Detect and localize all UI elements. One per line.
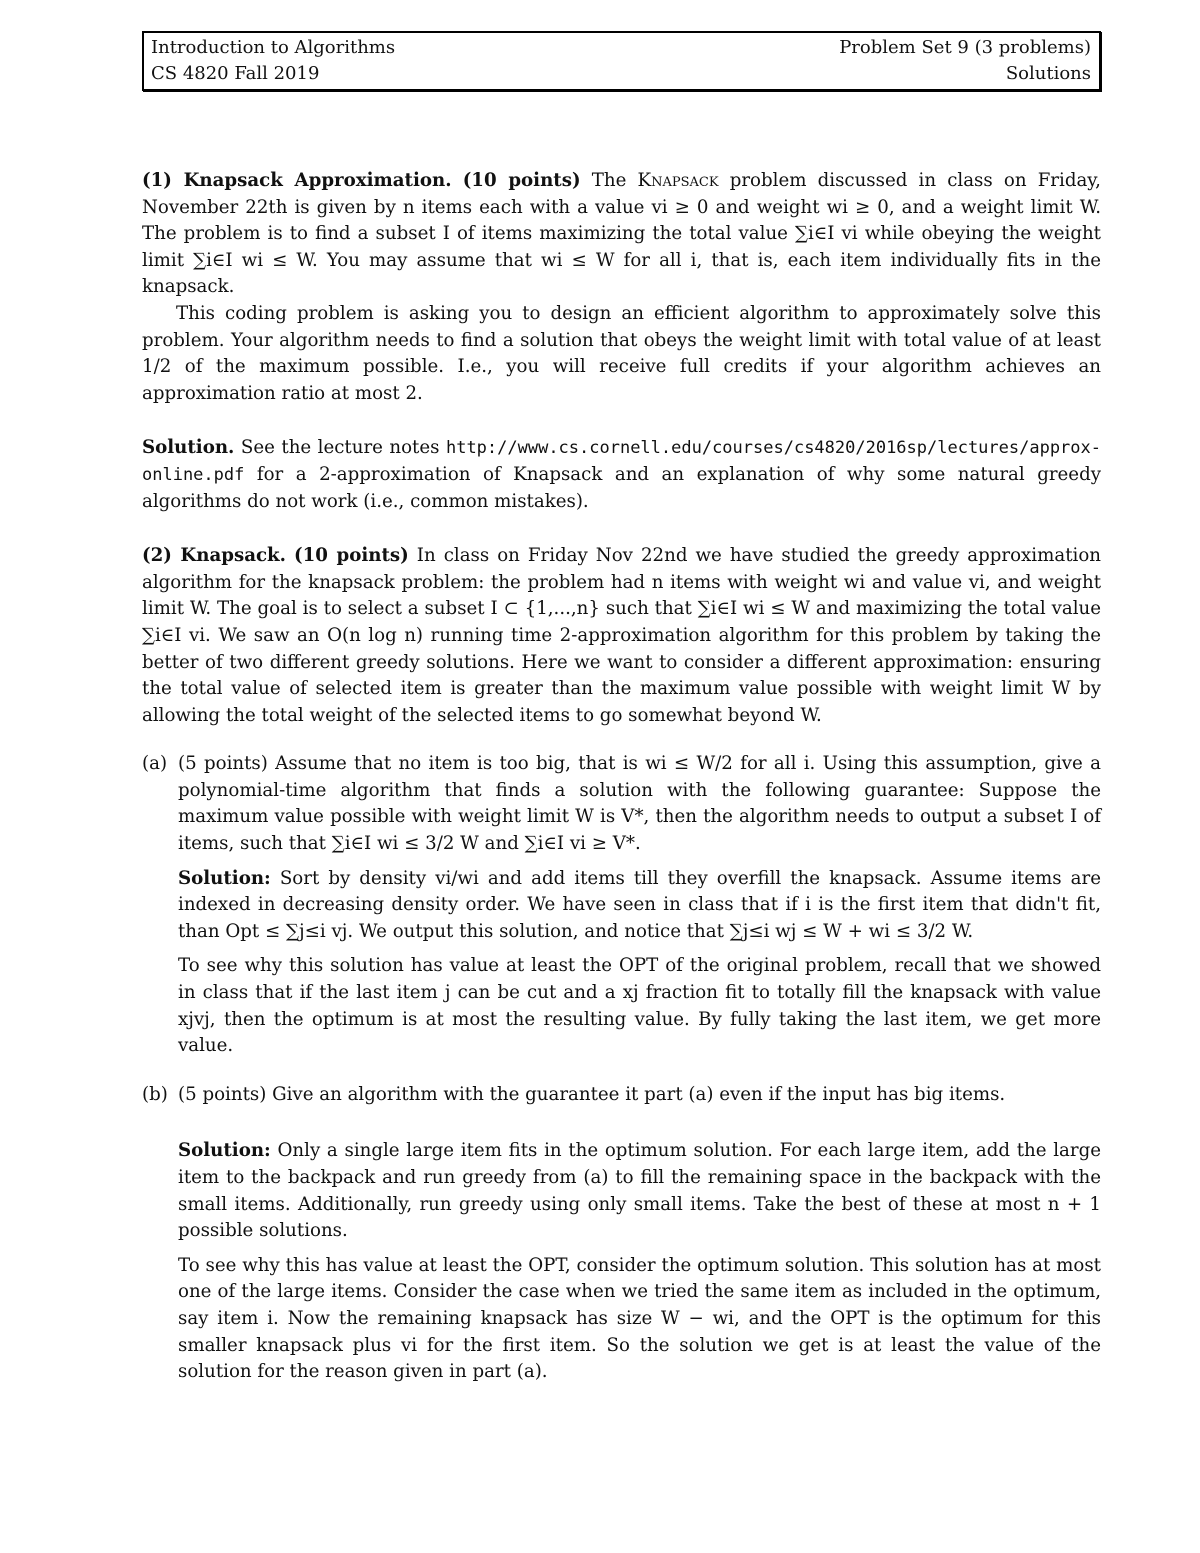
course-title: Introduction to Algorithms (151, 37, 396, 58)
header-row-2 (151, 63, 1091, 85)
doc-type: Solutions (1005, 63, 1091, 84)
problem-1-statement (142, 168, 1101, 301)
part-a-label: (a) (142, 753, 168, 775)
problem-1-points: (10 points) (462, 170, 581, 191)
problem-2-statement (142, 543, 1101, 729)
document-body (142, 168, 1101, 1386)
part-a-solution (178, 866, 1101, 946)
part-a-question: (5 points) Assume that no item is too big, that is wi ≤ W/2 for all i. Using this assumption, give a polynomial-time algorithm that finds a solution with the following guarantee: Suppose the maximum value possible with weight limit W is V*, then the algorithm needs to output a subset I of items, such that ∑i∈I wi ≤ 3/2 W and ∑i∈I vi ≥ V*. (178, 753, 1101, 855)
course-term: CS 4820 Fall 2019 (151, 63, 320, 84)
problem-set-title: Problem Set 9 (3 problems) (839, 37, 1091, 58)
problem-1-intro: problem discussed in class on Friday, November 22th is given by n items each with a value vi ≥ 0 and weight wi ≥ 0, and a weight limit W. The problem is to find a subset I of items maximizing the total value ∑i∈I vi while obeying the weight limit ∑i∈I wi ≤ W. You may assume that wi ≤ W for all i, that is, each item individually fits in the knapsack. (142, 170, 1101, 298)
part-b-solution-label: Solution: (178, 1140, 271, 1162)
problem-2-label: (2) Knapsack. (142, 545, 286, 567)
problem-1-label: (1) Knapsack Approximation. (142, 170, 452, 191)
part-a-solution-p2: To see why this solution has value at least the OPT of the original problem, recall that we showed in class that if the last item j can be cut and a xj fraction fit to totally fill the knapsack with value xjvj, then the optimum is at most the resulting value. By fully taking the last item, we get more value. (178, 955, 1101, 1057)
lecture-notes-link[interactable]: http://www.cs.cornell.edu/courses/cs4820/2016sp/lectures/approx-online.pdf (142, 438, 1101, 485)
part-b-label: (b) (142, 1083, 168, 1105)
part-b-solution (178, 1138, 1101, 1244)
header-box (142, 31, 1101, 91)
problem-2-intro: In class on Friday Nov 22nd we have studied the greedy approximation algorithm for the knapsack problem: the problem had n items with weight wi and value vi, and weight limit W. The goal is to select a subset I ⊂ {1,...,n} such that ∑i∈I wi ≤ W and maximizing the total value ∑i∈I vi. We saw an O(n log n) running time 2-approximation algorithm for this problem by taking the better of two different greedy solutions. Here we want to consider a different approximation: ensuring the total value of selected item is greater than the maximum value possible with weight limit W by allowing the total weight of the selected items to go somewhat beyond W. (142, 545, 1101, 726)
problem-1-solution (142, 435, 1101, 515)
part-a (142, 751, 1101, 1060)
header-row-1 (151, 37, 1091, 59)
part-b-solution-text: Only a single large item fits in the optimum solution. For each large item, add the large item to the backpack and run greedy from (a) to fill the remaining space in the backpack with the small items. Additionally, run greedy using only small items. Take the best of these at most n + 1 possible solutions. (178, 1140, 1101, 1242)
part-a-solution-text: Sort by density vi/wi and add items till they overfill the knapsack. Assume items are indexed in decreasing density order. We have seen in class that if i is the first item that didn't fit, than Opt ≤ ∑j≤i vj. We output this solution, and notice that ∑j≤i wj ≤ W + wi ≤ 3/2 W. (178, 867, 1101, 942)
part-b-question: (5 points) Give an algorithm with the guarantee it part (a) even if the input has big items. (178, 1083, 1006, 1105)
problem-2-points: (10 points) (294, 545, 409, 567)
knapsack-term: Knapsack (637, 170, 719, 191)
problem-1-paragraph-2: This coding problem is asking you to design an efficient algorithm to approximately solve this problem. Your algorithm needs to find a solution that obeys the weight limit with total value of at least 1/2 of the maximum possible. I.e., you will receive full credits if your algorithm achieves an approximation ratio at most 2. (142, 302, 1101, 404)
part-b-solution-p2: To see why this has value at least the OPT, consider the optimum solution. This solution has at most one of the large items. Consider the case when we tried the same item as included in the optimum, say item i. Now the remaining knapsack has size W − wi, and the OPT is the optimum for this smaller knapsack plus vi for the first item. So the solution we get is at least the value of the solution for the reason given in part (a). (178, 1254, 1101, 1383)
problem-1-solution-label: Solution. (142, 437, 235, 459)
solution-1-text-pre: See the lecture notes (240, 437, 440, 459)
part-b (142, 1082, 1101, 1386)
part-a-solution-label: Solution: (178, 867, 271, 889)
solution-1-text-post: for a 2-approximation of Knapsack and an explanation of why some natural greedy algorithms do not work (i.e., common mistakes). (142, 463, 1101, 512)
problem-1-intro-pre: The (591, 170, 627, 191)
